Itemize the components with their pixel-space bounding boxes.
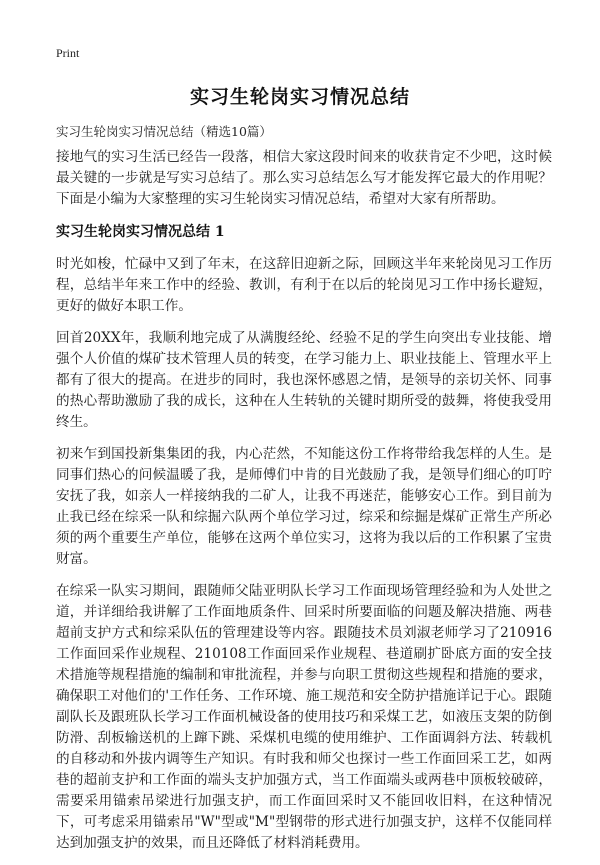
body-paragraph-2: 回首20XX年，我顺利地完成了从满腹经纶、经验不足的学生向突出专业技能、增强个人价值的煤矿技术管理人员的转变，在学习能力上、职业技能上、管理水平上都有了很大的提高。在进步的同时，我也深怀感恩之情，是领导的亲切关怀、同事的热心帮助激励了我的成长，这种在人生转轨的关键时期所受的鼓舞，将使我受用终生。 <box>56 330 552 430</box>
body-paragraph-3: 初来乍到国投新集集团的我，内心茫然，不知能这份工作将带给我怎样的人生。是同事们热心的问候温暖了我，是师傅们中肯的目光鼓励了我，是领导们细心的叮咛安抚了我，如亲人一样接纳我的二矿人，让我不再迷茫，能够安心工作。到目前为止我已经在综采一队和综掘六队两个单位学习过，综采和综掘是煤矿正常生产所必须的两个重要生产单位，能够在这两个单位实习，这将为我以后的工作积累了宝贵财富。 <box>56 446 552 567</box>
intro-paragraph: 接地气的实习生活已经告一段落，相信大家这段时间来的收获肯定不少吧，这时候最关键的一步就是写实习总结了。那么实习总结怎么写才能发挥它最大的作用呢？下面是小编为大家整理的实习生轮岗实习情况总结，希望对大家有所帮助。 <box>56 149 552 207</box>
document-body <box>56 147 552 865</box>
body-paragraph-1: 时光如梭，忙碌中又到了年末，在这辞旧迎新之际，回顾这半年来轮岗见习工作历程，总结半年来工作中的经验、教训，有利于在以后的轮岗见习工作中扬长避短，更好的做好本职工作。 <box>56 256 552 314</box>
document-title: 实习生轮岗实习情况总结 <box>189 86 410 108</box>
document-subtitle: 实习生轮岗实习情况总结（精选10篇） <box>56 124 272 139</box>
body-paragraph-4: 在综采一队实习期间，跟随师父陆亚明队长学习工作面现场管理经验和为人处世之道，并详细给我讲解了工作面地质条件、回采时所要面临的问题及解决措施、两巷超前支护方式和综采队伍的管理建设等内容。跟随技术员刘淑老师学习了210916工作面回采作业规程、210108工作面回采作业规程、巷道刷扩卧底方面的安全技术措施等规程措施的编制和审批流程，并参与向职工贯彻这些规程和措施的要求，确保职工对他们的'工作任务、工作环境、施工规范和安全防护措施详记于心。跟随副队长及跟班队长学习工作面机械设备的使用技巧和采煤工艺，如液压支架的防倒防滑、刮板输送机的上蹿下跳、采煤机电缆的使用维护、工作面调斜方法、转载机的自移动和外拔内调等生产知识。有时我和师父也探讨一些工作面回采工艺，如两巷的超前支护和工作面的端头支护加强方式，当工作面端头或两巷中顶板较破碎，需要采用锚索吊梁进行加强支护，而工作面回采时又不能回收旧料，在这种情况下，可考虑采用锚索吊"W"型或"M"型钢带的形式进行加强支护，这样不仅能同样达到加强支护的效果，而且还降低了材料消耗费用。 <box>56 583 552 851</box>
print-label: Print <box>56 46 80 60</box>
section-heading: 实习生轮岗实习情况总结 1 <box>56 224 225 240</box>
